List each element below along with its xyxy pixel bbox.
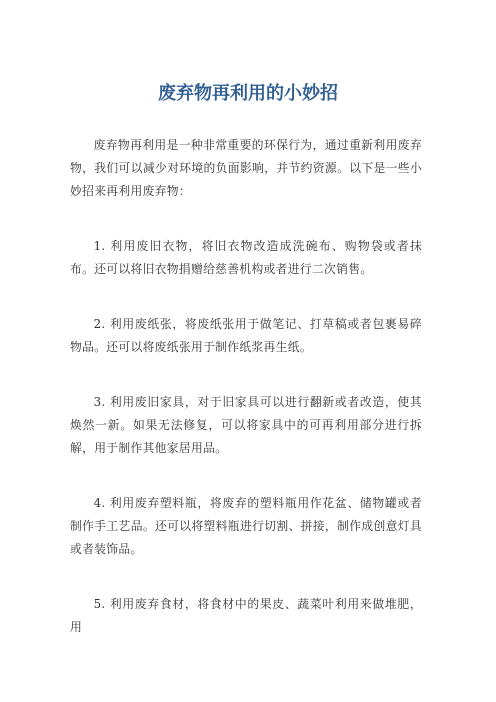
paragraph-item-5: 5. 利用废弃食材，将食材中的果皮、蔬菜叶利用来做堆肥，用 <box>70 597 422 634</box>
paragraph-item-4: 4. 利用废弃塑料瓶，将废弃的塑料瓶用作花盆、储物罐或者制作手工艺品。还可以将塑料瓶进行切割、拼接，制作成创意灯具或者装饰品。 <box>70 496 422 556</box>
paragraph-item-2: 2. 利用废纸张，将废纸张用于做笔记、打草稿或者包裹易碎物品。还可以将废纸张用于制作纸浆再生纸。 <box>70 317 422 354</box>
page-title: 废弃物再利用的小妙招 <box>158 83 338 104</box>
paragraph-item-1: 1. 利用废旧衣物，将旧衣物改造成洗碗布、购物袋或者抹布。还可以将旧衣物捐赠给慈善机构或者进行二次销售。 <box>70 239 422 276</box>
document-body <box>70 134 422 671</box>
paragraph-item-3: 3. 利用废旧家具，对于旧家具可以进行翻新或者改造，使其焕然一新。如果无法修复，可以将家具中的可再利用部分进行拆解，用于制作其他家居用品。 <box>70 395 422 455</box>
paragraph-intro: 废弃物再利用是一种非常重要的环保行为，通过重新利用废弃物，我们可以减少对环境的负面影响，并节约资源。以下是一些小妙招来再利用废弃物： <box>70 138 422 198</box>
